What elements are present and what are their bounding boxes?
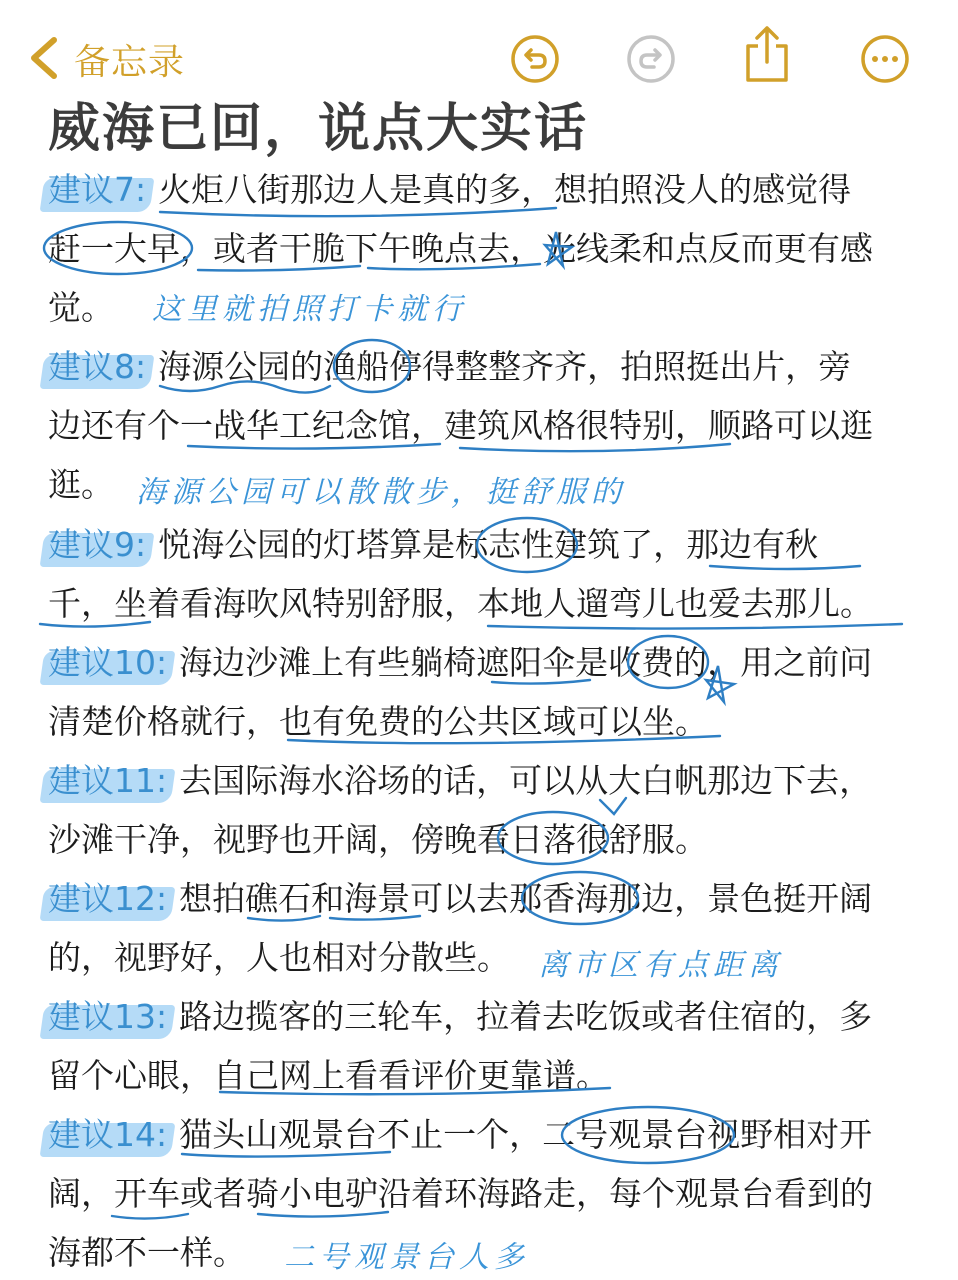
handwritten-annotation: 这里就拍照打卡就行	[152, 292, 467, 327]
line-text: 边还有个一战华工纪念馆，建筑风格很特别，顺路可以逛	[48, 406, 873, 445]
note-title: 威海已回，说点大实话	[48, 99, 589, 159]
line-text: 沙滩干净，视野也开阔，傍晚看日落很舒服。	[48, 820, 708, 859]
suggestion-tag: 建议7:	[48, 170, 147, 209]
note-line	[48, 170, 851, 210]
pen-underline	[710, 566, 860, 569]
undo-icon[interactable]	[510, 34, 560, 84]
pen-underline	[112, 1214, 188, 1219]
more-icon[interactable]	[860, 34, 910, 84]
note-line	[48, 761, 872, 801]
suggestion-tag: 建议10:	[48, 643, 168, 682]
suggestion-tag: 建议12:	[48, 879, 168, 918]
suggestion-tag: 建议8:	[48, 347, 147, 386]
line-text: 阔，开车或者骑小电驴沿着环海路走，每个观景台看到的	[48, 1174, 873, 1213]
line-text: 海边沙滩上有些躺椅遮阳伞是收费的，用之前问	[179, 643, 873, 682]
suggestion-tag: 建议14:	[48, 1115, 168, 1154]
toolbar	[0, 0, 958, 100]
handwritten-annotation: 海源公园可以散散步，挺舒服的	[136, 475, 626, 510]
line-text: 海源公园的渔船停得整整齐齐，拍照挺出片，旁	[158, 347, 852, 386]
handwritten-annotation: 二号观景台人多	[284, 1240, 529, 1275]
line-text: 留个心眼，自己网上看看评价更靠谱。	[48, 1056, 609, 1095]
share-icon[interactable]	[742, 24, 792, 84]
note-line	[48, 406, 873, 446]
line-text: 火炬八街那边人是真的多，想拍照没人的感觉得	[158, 170, 852, 209]
line-text: 清楚价格就行，也有免费的公共区域可以坐。	[48, 702, 708, 741]
note-line	[48, 525, 818, 565]
note-line	[48, 584, 873, 624]
line-text: 觉。	[48, 288, 114, 327]
redo-icon[interactable]	[626, 34, 676, 84]
suggestion-tag: 建议9:	[48, 525, 147, 564]
line-text: 的，视野好，人也相对分散些。	[48, 938, 510, 977]
pen-underline	[488, 624, 902, 629]
back-button-label[interactable]: 备忘录	[74, 42, 186, 83]
handwritten-annotation: 离市区有点距离	[538, 948, 783, 983]
back-chevron-icon[interactable]	[26, 36, 66, 80]
line-text: 悦海公园的灯塔算是标志性建筑了，那边有秋	[158, 525, 819, 564]
note-line	[48, 465, 114, 505]
note-line	[48, 879, 872, 919]
note-line	[48, 1115, 872, 1155]
line-text: 猫头山观景台不止一个，二号观景台视野相对开	[179, 1115, 873, 1154]
note-line	[48, 997, 872, 1037]
note-line	[48, 820, 708, 860]
note-line	[48, 229, 873, 269]
note-line	[48, 1056, 609, 1096]
note-line	[48, 643, 872, 683]
line-text: 路边揽客的三轮车，拉着去吃饭或者住宿的，多	[179, 997, 873, 1036]
line-text: 逛。	[48, 465, 114, 504]
line-text: 去国际海水浴场的话，可以从大白帆那边下去，	[179, 761, 873, 800]
line-text: 想拍礁石和海景可以去那香海那边，景色挺开阔	[179, 879, 873, 918]
suggestion-tag: 建议13:	[48, 997, 168, 1036]
line-text: 赶一大早，或者干脆下午晚点去，光线柔和点反而更有感	[48, 229, 873, 268]
note-line	[48, 347, 851, 387]
note-line	[48, 702, 708, 742]
note-line	[48, 938, 510, 978]
note-line	[48, 1174, 873, 1214]
line-text: 千，坐着看海吹风特别舒服，本地人遛弯儿也爱去那儿。	[48, 584, 873, 623]
note-line	[48, 288, 114, 328]
note-line	[48, 1233, 246, 1273]
line-text: 海都不一样。	[48, 1233, 246, 1272]
suggestion-tag: 建议11:	[48, 761, 168, 800]
